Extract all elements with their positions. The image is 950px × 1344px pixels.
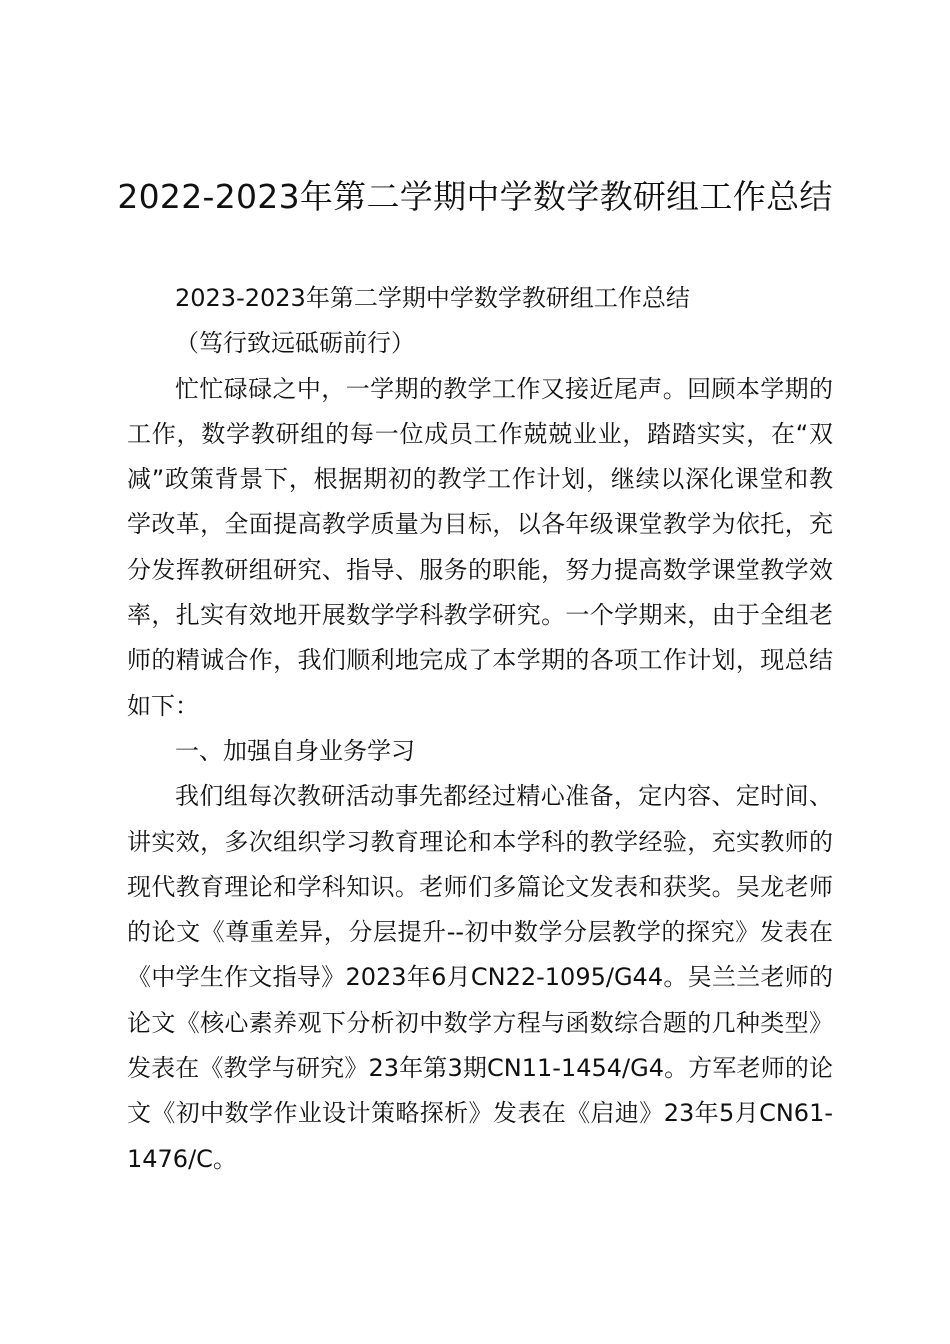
subtitle-paragraph: 2023-2023年第二学期中学数学教研组工作总结 xyxy=(175,284,690,312)
document-body xyxy=(127,276,833,1182)
document-title: 2022-2023年第二学期中学数学教研组工作总结 xyxy=(117,177,833,216)
motto-paragraph: （笃行致远砥砺前行） xyxy=(175,329,415,358)
section-heading: 一、加强自身业务学习 xyxy=(175,736,415,765)
intro-paragraph: 忙忙碌碌之中，一学期的教学工作又接近尾声。回顾本学期的工作，数学教研组的每一位成员工作兢兢业业，踏踏实实，在“双减”政策背景下，根据期初的教学工作计划，继续以深化课堂和教学改革，全面提高教学质量为目标，以各年级课堂教学为依托，充分发挥教研组研究、指导、服务的职能，努力提高数学课堂教学效率，扎实有效地开展数学学科教学研究。一个学期来，由于全组老师的精诚合作，我们顺利地完成了本学期的各项工作计划，现总结如下： xyxy=(127,374,833,720)
section-body-paragraph: 我们组每次教研活动事先都经过精心准备，定内容、定时间、讲实效，多次组织学习教育理论和本学科的教学经验，充实教师的现代教育理论和学科知识。老师们多篇论文发表和获奖。吴龙老师的论文《尊重差异，分层提升--初中数学分层教学的探究》发表在《中学生作文指导》2023年6月CN22-1095/G44。吴兰兰老师的论文《核心素养观下分析初中数学方程与函数综合题的几种类型》发表在《教学与研究》23年第3期CN11-1454/G4。方军老师的论文《初中数学作业设计策略探析》发表在《启迪》23年5月CN61-1476/C。 xyxy=(127,782,833,1173)
